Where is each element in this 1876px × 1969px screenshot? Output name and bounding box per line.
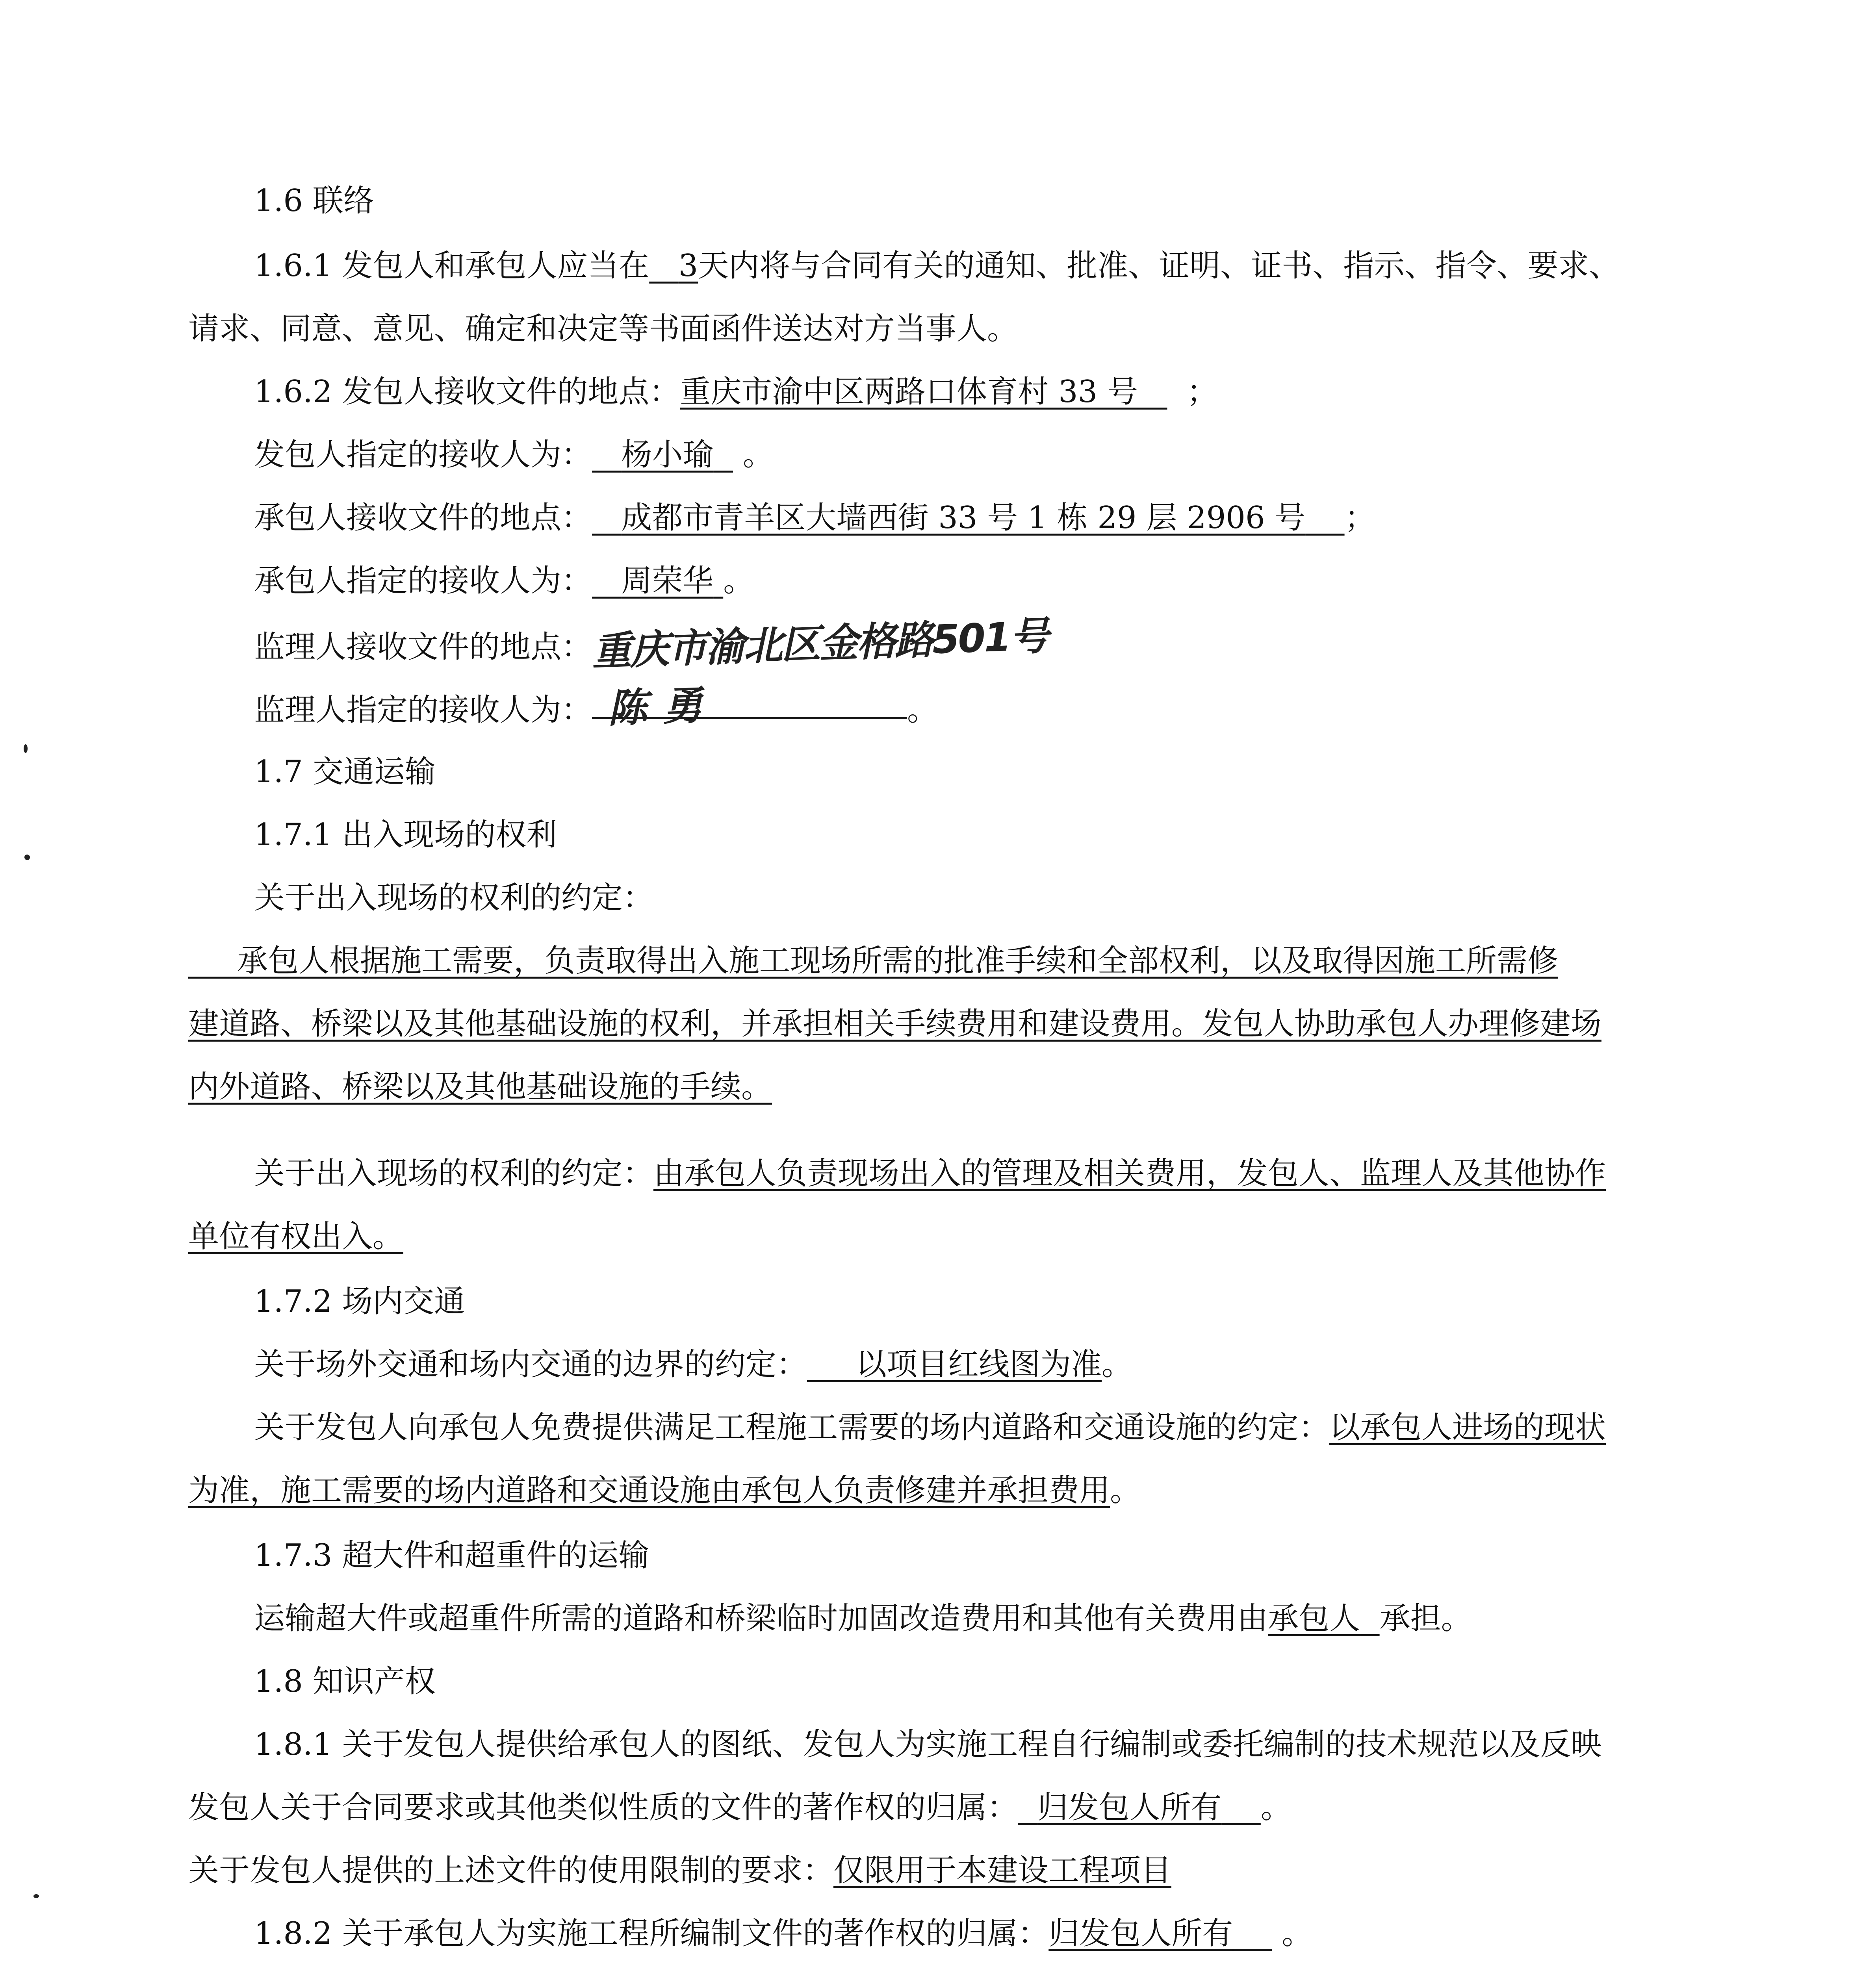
contractor-address-field: 成都市青羊区大墙西街 33 号 1 栋 29 层 2906 号 — [621, 500, 1306, 536]
heading-1-7-2: 1.7.2 场内交通 — [254, 1284, 465, 1319]
employer-docs-limit-line: 关于发包人提供的上述文件的使用限制的要求：仅限用于本建设工程项目 — [188, 1853, 1172, 1888]
traffic-boundary-field: 以项目红线图为准 — [856, 1347, 1102, 1382]
employer-docs-limit-field: 仅限用于本建设工程项目 — [833, 1853, 1172, 1888]
scan-speck — [24, 744, 28, 753]
oversize-cost-bearer-field: 承包人 — [1268, 1601, 1360, 1636]
clause-1-8-1-cont: 发包人关于合同要求或其他类似性质的文件的著作权的归属： 归发包人所有 。 — [188, 1790, 1291, 1825]
heading-1-7-3: 1.7.3 超大件和超重件的运输 — [254, 1538, 649, 1573]
notice-days-field: 3 — [678, 248, 698, 284]
scan-speck — [33, 1894, 39, 1898]
supervisor-address-line: 监理人接收文件的地点：重庆市渝北区金格路501号 — [254, 612, 1048, 675]
scan-speck — [24, 855, 30, 860]
employer-docs-copyright-field: 归发包人所有 — [1037, 1790, 1222, 1825]
site-roads-line: 关于发包人向承包人免费提供满足工程施工需要的场内道路和交通设施的约定：以承包人进场的现状 — [254, 1410, 1606, 1445]
access-rights-text-3: 内外道路、桥梁以及其他基础设施的手续。 — [188, 1069, 772, 1105]
employer-address-field: 重庆市渝中区两路口体育村 33 号 — [680, 374, 1138, 410]
access-rights-label: 关于出入现场的权利的约定： — [254, 880, 654, 916]
clause-1-6-1-cont: 请求、同意、意见、确定和决定等书面函件送达对方当事人。 — [188, 311, 1018, 347]
contractor-address-line: 承包人接收文件的地点： 成都市青羊区大墙西街 33 号 1 栋 29 层 2906 号 ； — [254, 500, 1375, 536]
clause-1-8-2: 1.8.2 关于承包人为实施工程所编制文件的著作权的归属：归发包人所有 。 — [254, 1916, 1313, 1951]
contractor-receiver-field: 周荣华 — [621, 563, 714, 599]
supervisor-receiver-line: 监理人指定的接收人为： 陈勇 。 — [254, 682, 938, 732]
contractor-docs-copyright-field: 归发包人所有 — [1048, 1916, 1233, 1951]
clause-1-6-1: 1.6.1 发包人和承包人应当在 3天内将与合同有关的通知、批准、证明、证书、指示、指令、要求、 — [254, 248, 1620, 284]
employer-receiver-line: 发包人指定的接收人为： 杨小瑜 。 — [254, 437, 774, 473]
supervisor-receiver-field: 陈勇 — [592, 685, 907, 719]
oversize-transport-line: 运输超大件或超重件所需的道路和桥梁临时加固改造费用和其他有关费用由承包人 承担。 — [254, 1601, 1472, 1636]
supervisor-address-handwriting: 重庆市渝北区金格路501号 — [591, 612, 1048, 675]
traffic-boundary-line: 关于场外交通和场内交通的边界的约定： 以项目红线图为准。 — [254, 1347, 1133, 1382]
access-rights-text-2: 建道路、桥梁以及其他基础设施的权利，并承担相关手续费用和建设费用。发包人协助承包人办理修建场 — [188, 1006, 1602, 1042]
employer-receiver-field: 杨小瑜 — [621, 437, 714, 473]
heading-1-7: 1.7 交通运输 — [254, 754, 436, 790]
contractor-receiver-line: 承包人指定的接收人为： 周荣华 。 — [254, 563, 754, 599]
access-rights-agreement: 关于出入现场的权利的约定：由承包人负责现场出入的管理及相关费用，发包人、监理人及其他协作 — [254, 1156, 1606, 1191]
site-roads-line-cont: 为准，施工需要的场内道路和交通设施由承包人负责修建并承担费用。 — [188, 1473, 1141, 1508]
access-rights-text-1: 承包人根据施工需要，负责取得出入施工现场所需的批准手续和全部权利，以及取得因施工所需修 — [237, 943, 1558, 979]
clause-1-8-1: 1.8.1 关于发包人提供给承包人的图纸、发包人为实施工程自行编制或委托编制的技术规范以及反映 — [254, 1727, 1602, 1762]
heading-1-6: 1.6 联络 — [254, 183, 374, 219]
heading-1-8: 1.8 知识产权 — [254, 1664, 436, 1699]
access-rights-agreement-cont: 单位有权出入。 — [188, 1219, 404, 1254]
heading-1-7-1: 1.7.1 出入现场的权利 — [254, 817, 557, 853]
clause-1-6-2: 1.6.2 发包人接收文件的地点：重庆市渝中区两路口体育村 33 号 ； — [254, 374, 1218, 410]
